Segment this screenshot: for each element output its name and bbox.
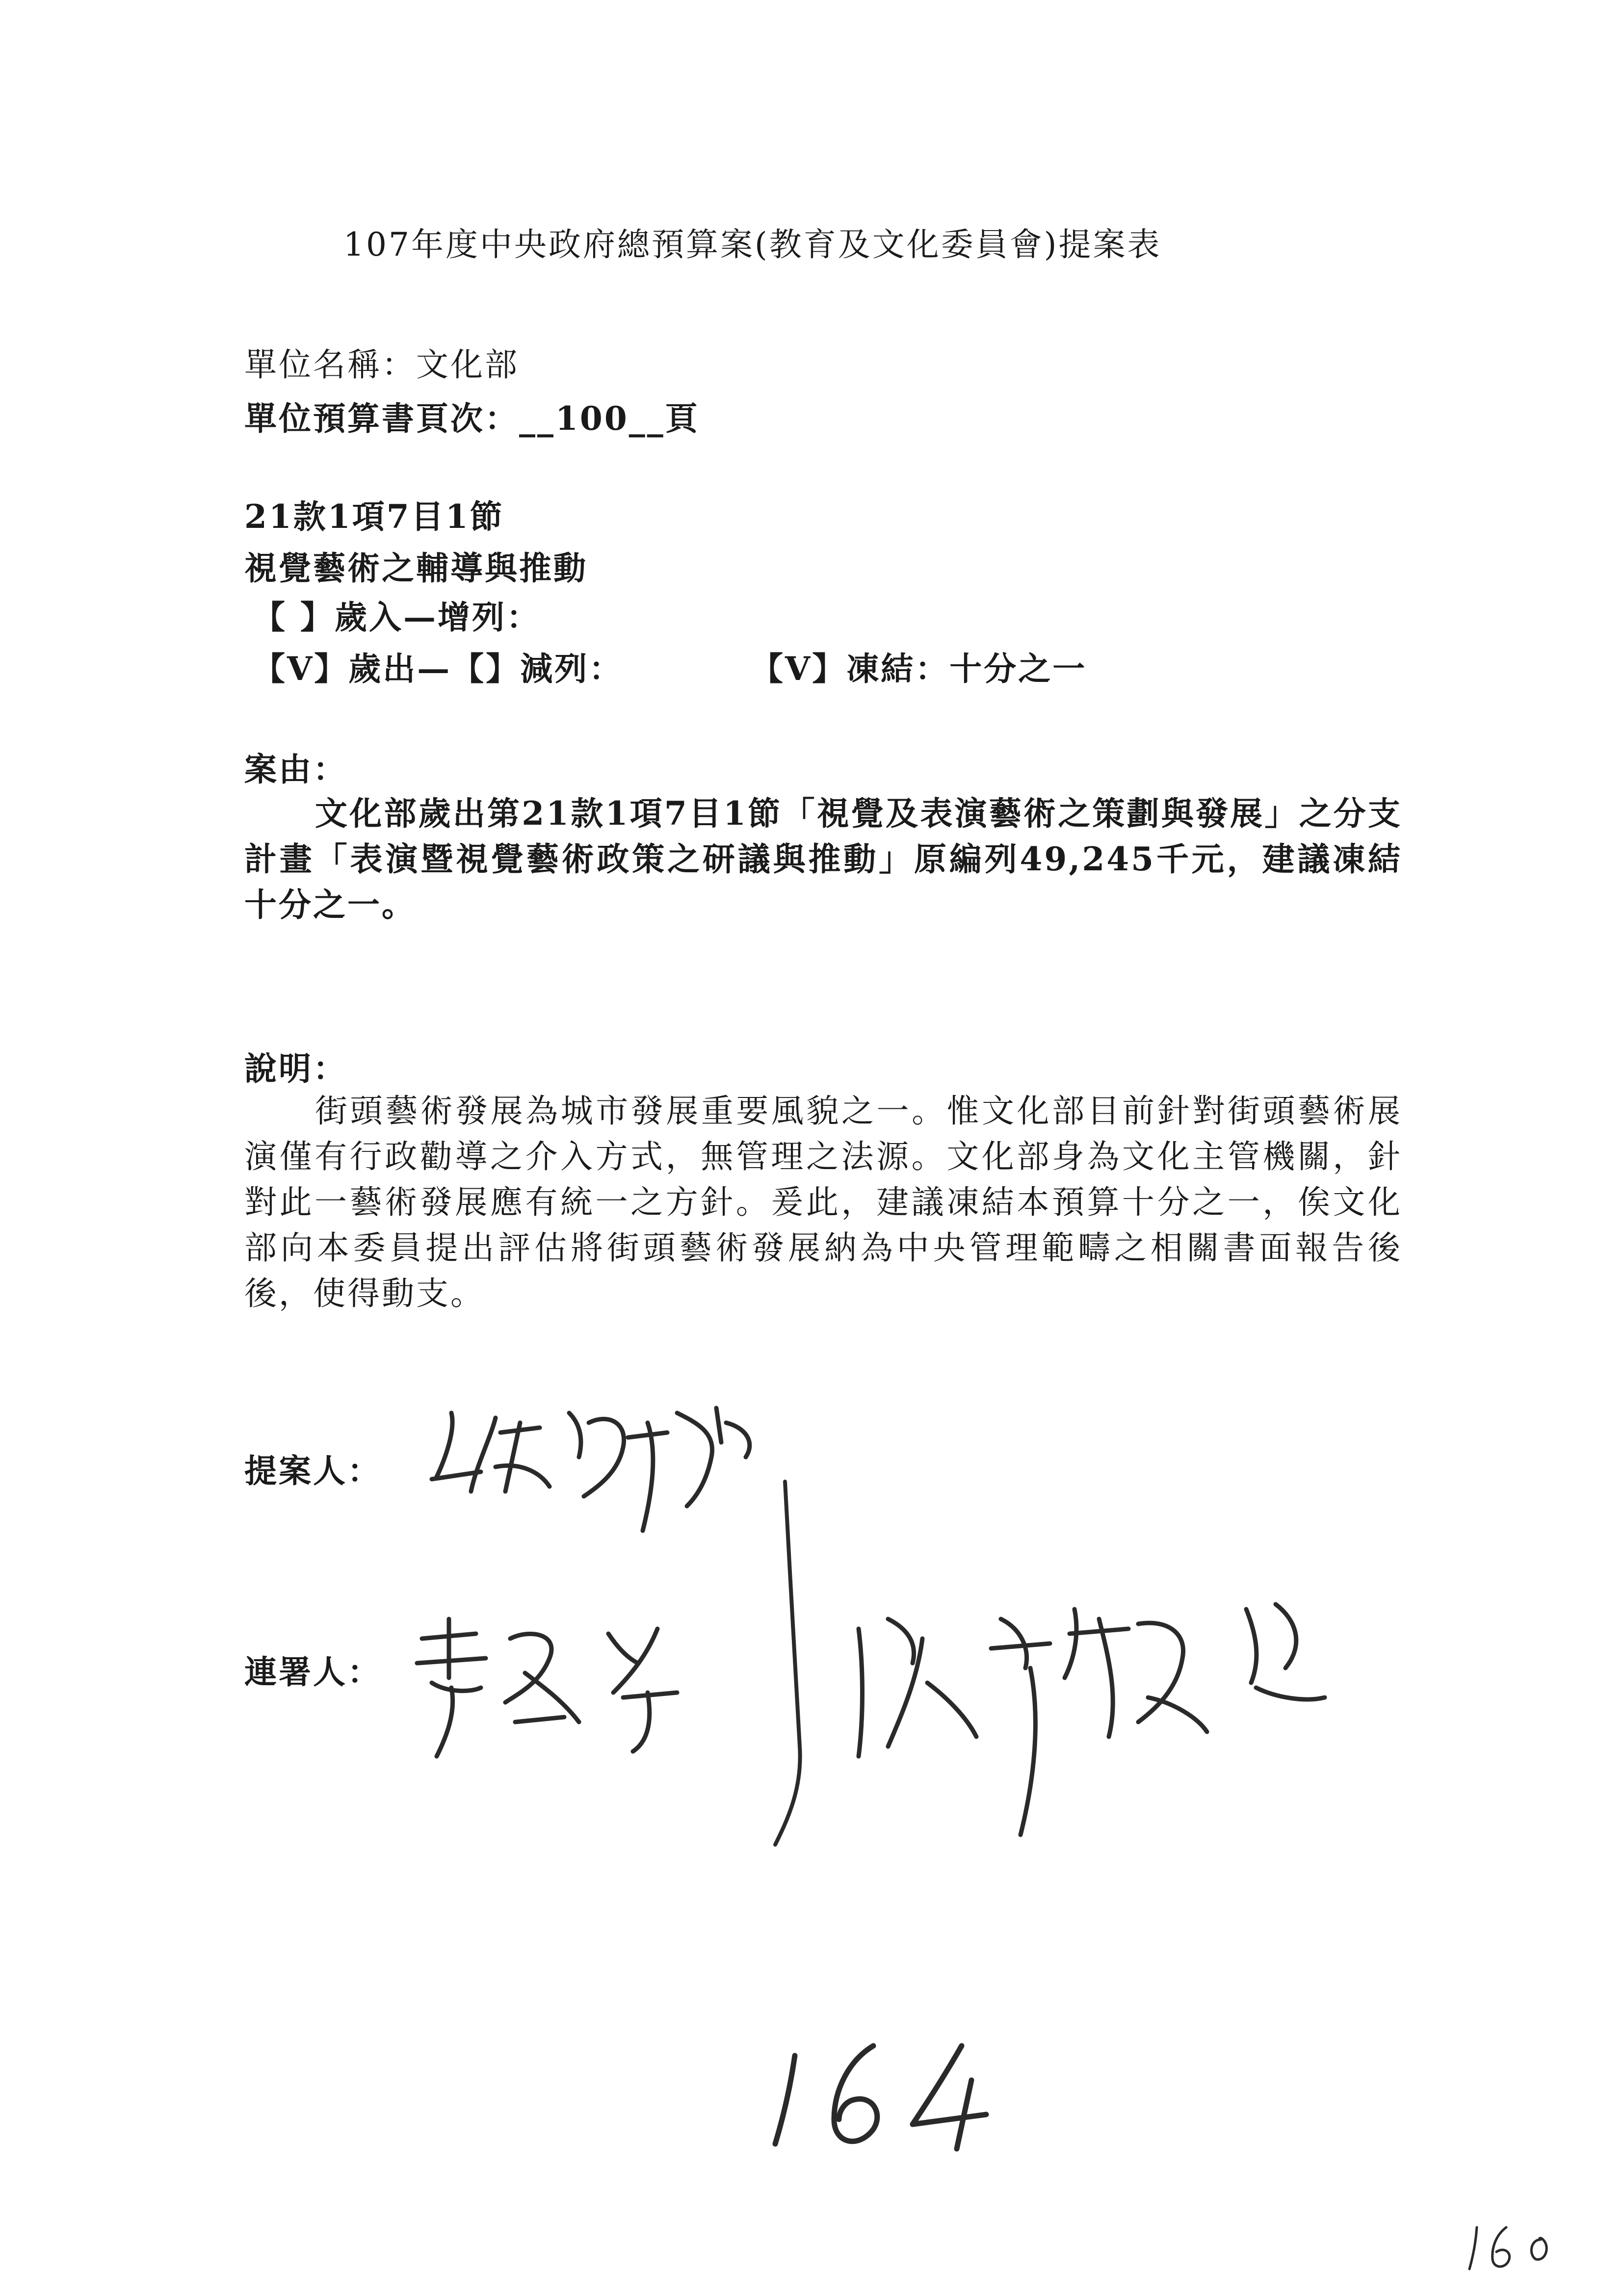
unit-name: 單位名稱：文化部 <box>244 346 519 384</box>
reason-text: 文化部歲出第21款1項7目1節「視覺及表演藝術之策劃與發展」之分支計畫「表演暨視覺藝術政策之研議與推動」原編列49,245千元，建議凍結十分之一。 <box>244 794 1402 924</box>
expenditure-line: 【V】歲出—【】減列： <box>253 650 624 688</box>
handwritten-corner-number <box>1462 2218 1565 2276</box>
program-name: 視覺藝術之輔導與推動 <box>244 549 588 587</box>
explanation-heading: 說明： <box>244 1049 347 1088</box>
cosigner-signature-1 <box>402 1609 756 1771</box>
page-reference: 單位預算書頁次：__100__頁 <box>244 399 700 438</box>
explanation-text: 街頭藝術發展為城市發展重要風貌之一。惟文化部目前針對街頭藝術展演僅有行政勸導之介入方式，無管理之法源。文化部身為文化主管機關，針對此一藝術發展應有統一之方針。爰此，建議凍結本預算十分之一，俟文化部向本委員提出評估將街頭藝術發展納為中央管理範疇之相關書面報告後後，使得動支。 <box>244 1092 1402 1312</box>
reason-heading: 案由： <box>244 750 347 788</box>
cosigner-signature-2 <box>844 1590 1354 1864</box>
cosigner-label: 連署人： <box>244 1653 382 1691</box>
revenue-line: 【 】歲入—增列： <box>253 598 541 636</box>
budget-item: 21款1項7目1節 <box>244 497 504 536</box>
handwritten-page-number <box>756 2031 1011 2154</box>
proposer-label: 提案人： <box>244 1452 382 1490</box>
document-title: 107年度中央政府總預算案(教育及文化委員會)提案表 <box>343 226 1162 263</box>
freeze-line: 【V】凍結：十分之一 <box>751 650 1087 688</box>
